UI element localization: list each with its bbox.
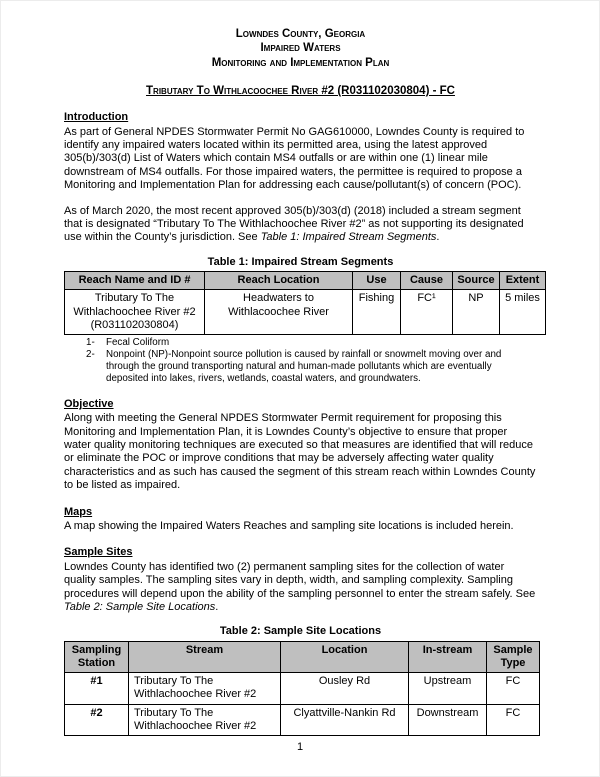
table2-cell-station-1: #1 [65, 673, 129, 704]
table1-reference: Table 1: Impaired Stream Segments [260, 231, 437, 244]
table2-header-location: Location [281, 641, 409, 672]
table2-header-sampling-station: Sampling Station [65, 641, 129, 672]
table1-title: Table 1: Impaired Stream Segments [207, 255, 394, 268]
table1-cell-source: NP [453, 290, 500, 335]
table1-header-use: Use [353, 272, 401, 290]
table1-header-source: Source [453, 272, 500, 290]
table1-cell-extent: 5 miles [500, 290, 546, 335]
maps-heading: Maps [64, 505, 93, 518]
table1-header-reach-location: Reach Location [205, 272, 353, 290]
table1-header-row [65, 272, 546, 290]
page-number: 1 [296, 740, 304, 753]
table2-cell-type-1: FC [487, 673, 540, 704]
sample-sites-heading: Sample Sites [64, 546, 133, 559]
maps-paragraph: A map showing the Impaired Waters Reaches and sampling site locations is included herein. [64, 519, 514, 532]
table2-cell-location-1: Ousley Rd [281, 673, 409, 704]
table2-row-1 [65, 673, 540, 704]
sample-site-locations-table [64, 641, 540, 736]
intro-paragraph-2: As of March 2020, the most recent approved 305(b)/303(d) (2018) included a stream segment that is designated “Tributary To The Withlachoochee River #2” as not supporting its designated use within the County’s jurisdiction. See Table 1: Impaired Stream Segments. [64, 204, 524, 244]
table2-header-in-stream: In-stream [409, 641, 487, 672]
header-line-impaired-waters: Impaired Waters [260, 42, 341, 55]
table1-header-extent: Extent [500, 272, 546, 290]
objective-heading: Objective [64, 397, 114, 410]
table2-cell-instream-2: Downstream [409, 704, 487, 735]
footnote-1: 1- Fecal Coliform [86, 336, 170, 348]
table1-footnotes [86, 337, 537, 385]
sample-sites-paragraph: Lowndes County has identified two (2) permanent sampling sites for the collection of water quality samples. The sampling sites vary in depth, width, and sampling complexity. Sampling procedures will depend upon the ability of the sampling personnel to enter the stream safely. See Table 2: Sample Site Locations. [64, 560, 536, 613]
table2-cell-stream-1: Tributary To The Withlachoochee River #2 [129, 673, 281, 704]
table1-cell-reach-name: Tributary To The Withlachoochee River #2 (R031102030804) [65, 290, 205, 335]
table2-cell-instream-1: Upstream [409, 673, 487, 704]
table2-header-row [65, 641, 540, 672]
table2-header-stream: Stream [129, 641, 281, 672]
objective-paragraph: Along with meeting the General NPDES Stormwater Permit requirement for proposing this Monitoring and Implementation Plan, it is Lowndes County’s objective to ensure that proper water quality monitoring techniques are executed so that measures are identified that will reduce or eliminate the POC or improve conditions that may be adversely affecting water quality characteristics and as such has caused the segment of this stream reach within Lowndes County to be listed as impaired. [64, 412, 536, 492]
header-line-plan: Monitoring and Implementation Plan [211, 56, 390, 69]
header-line-county: Lowndes County, Georgia [235, 28, 366, 40]
intro-paragraph-1: As part of General NPDES Stormwater Permit No GAG610000, Lowndes County is required to identify any impaired waters located within its permitted area, using the latest approved 305(b)/303(d) List of Waters which contain MS4 outfalls or are within one (1) linear mile downstream of MS4 outfalls. For those impaired waters, the permittee is required to propose a Monitoring and Implementation Plan for addressing each cause/pollutant(s) of concern (POC). [64, 125, 525, 192]
table2-title: Table 2: Sample Site Locations [219, 625, 382, 638]
table2-cell-location-2: Clyattville-Nankin Rd [281, 704, 409, 735]
table2-header-sample-type: Sample Type [487, 641, 540, 672]
table2-reference: Table 2: Sample Site Locations [64, 600, 216, 613]
document-header [64, 27, 537, 70]
table1-header-reach-name: Reach Name and ID # [65, 272, 205, 290]
table1-row [65, 290, 546, 335]
document-title: Tributary To Withlacoochee River #2 (R031102030804) - FC [146, 85, 455, 98]
footnote-2: 2- Nonpoint (NP)-Nonpoint source pollution is caused by rainfall or snowmelt moving over and through the ground transporting natural and human-made pollutants which are eventually deposited into lakes, rivers, wetlands, coastal waters, and groundwaters. [86, 348, 502, 384]
table1-cell-use: Fishing [353, 290, 401, 335]
table2-cell-station-2: #2 [65, 704, 129, 735]
introduction-heading: Introduction [64, 111, 129, 124]
table1-cell-cause: FC¹ [401, 290, 453, 335]
table2-row-2 [65, 704, 540, 735]
table1-header-cause: Cause [401, 272, 453, 290]
table2-cell-stream-2: Tributary To The Withlachoochee River #2 [129, 704, 281, 735]
impaired-stream-segments-table [64, 271, 546, 335]
table1-cell-reach-location: Headwaters to Withlacoochee River [205, 290, 353, 335]
table2-cell-type-2: FC [487, 704, 540, 735]
